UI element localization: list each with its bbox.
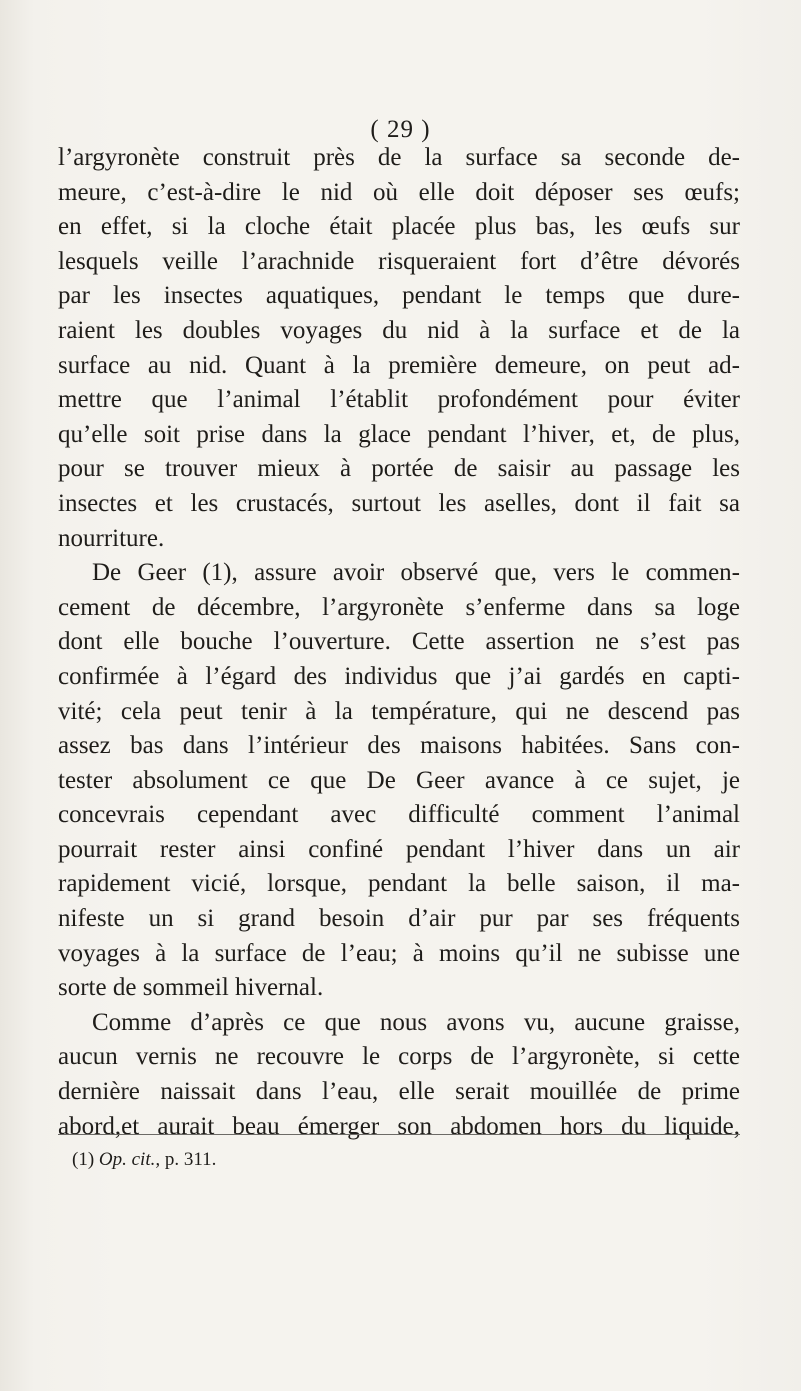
text-line: Comme d’après ce que nous avons vu, aucune graisse, <box>92 1008 740 1036</box>
text-line: dernière naissait dans l’eau, elle serait mouillée de prime <box>58 1078 740 1106</box>
text-line: raient les doubles voyages du nid à la surface et de la <box>58 316 740 344</box>
text-line: vité; cela peut tenir à la température, qui ne descend pas <box>58 697 740 725</box>
text-line: en effet, si la cloche était placée plus bas, les œufs sur <box>58 213 740 241</box>
text-line: pourrait rester ainsi confiné pendant l’hiver dans un air <box>58 835 740 863</box>
text-line: assez bas dans l’intérieur des maisons habitées. Sans con- <box>58 732 740 760</box>
text-line: voyages à la surface de l’eau; à moins qu’il ne subisse une <box>58 939 740 967</box>
footnote-page-ref: p. 311. <box>164 1149 217 1170</box>
text-line: surface au nid. Quant à la première demeure, on peut ad- <box>58 351 740 379</box>
page-number: ( 29 ) <box>370 116 431 143</box>
text-line: nourriture. <box>58 524 165 552</box>
text-line: cement de décembre, l’argyronète s’enferme dans sa loge <box>58 593 740 621</box>
text-line: par les insectes aquatiques, pendant le temps que dure- <box>58 282 740 310</box>
text-line: qu’elle soit prise dans la glace pendant l’hiver, et, de plus, <box>58 420 740 448</box>
text-line: insectes et les crustacés, surtout les aselles, dont il fait sa <box>58 489 740 517</box>
text-line: pour se trouver mieux à portée de saisir au passage les <box>58 455 740 483</box>
text-line: concevrais cependant avec difficulté comment l’animal <box>58 801 740 829</box>
text-line: De Geer (1), assure avoir observé que, vers le commen- <box>92 559 740 587</box>
text-line: tester absolument ce que De Geer avance à ce sujet, je <box>58 766 740 794</box>
text-line: aucun vernis ne recouvre le corps de l’argyronète, si cette <box>58 1043 740 1071</box>
text-line: lesquels veille l’arachnide risqueraient fort d’être dévorés <box>58 247 740 275</box>
body-text <box>58 141 740 1144</box>
footnote-marker: (1) <box>72 1149 95 1170</box>
text-line: confirmée à l’égard des individus que j’ai gardés en capti- <box>58 662 740 690</box>
text-line: nifeste un si grand besoin d’air pur par ses fréquents <box>58 905 740 933</box>
text-line: l’argyronète construit près de la surface sa seconde de- <box>58 144 740 171</box>
footnote-citation: Op. cit., <box>98 1149 161 1170</box>
text-line: dont elle bouche l’ouverture. Cette assertion ne s’est pas <box>58 628 740 656</box>
text-line: mettre que l’animal l’établit profondément pour éviter <box>58 386 740 414</box>
text-line: rapidement vicié, lorsque, pendant la belle saison, il ma- <box>58 870 740 898</box>
footnote-divider <box>58 1134 740 1135</box>
footnote <box>72 1149 216 1171</box>
text-line: meure, c’est-à-dire le nid où elle doit déposer ses œufs; <box>58 178 740 206</box>
text-line: sorte de sommeil hivernal. <box>58 974 324 1002</box>
text-line: abord,et aurait beau émerger son abdomen hors du liquide, <box>58 1112 740 1140</box>
